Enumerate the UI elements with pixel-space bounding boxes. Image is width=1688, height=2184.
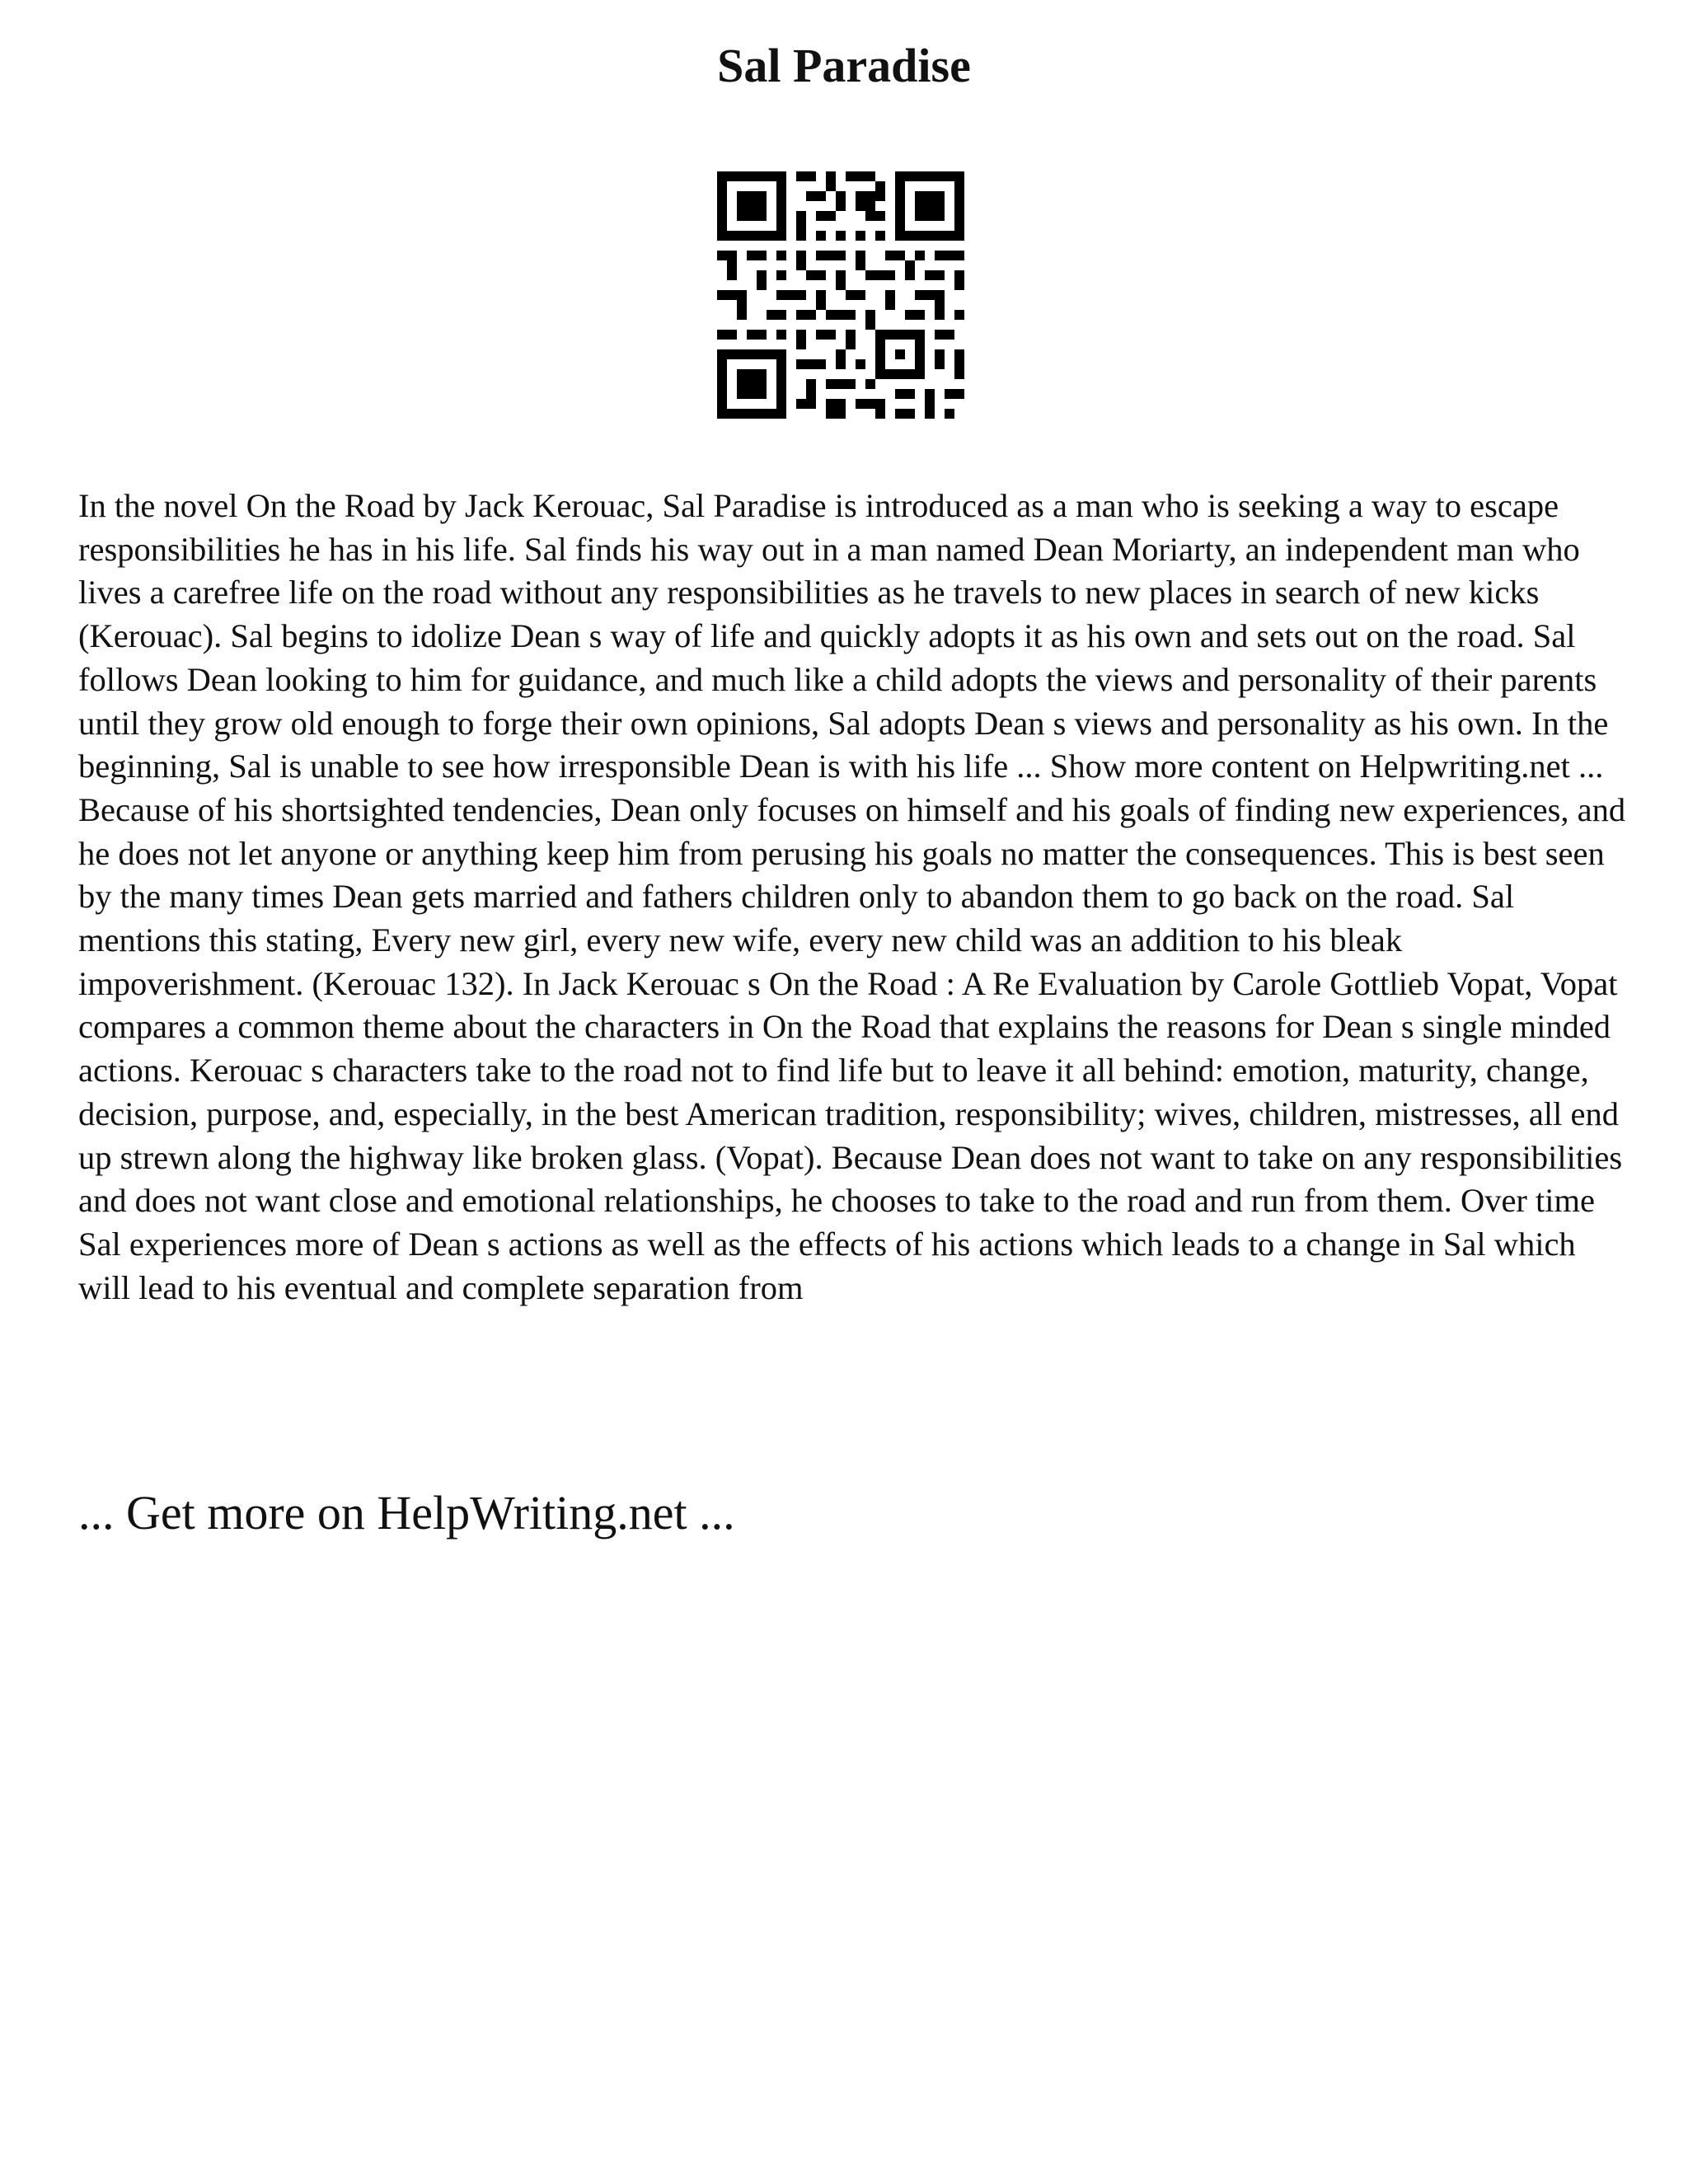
qr-code-icon[interactable] [717, 171, 964, 419]
get-more-link[interactable]: ... Get more on HelpWriting.net ... [78, 1486, 735, 1540]
article-body [78, 485, 1628, 1310]
paragraph: In the novel On the Road by Jack Kerouac, Sal Paradise is introduced as a man who is seeking a way to escape responsibilities he has in his life. Sal finds his way out in a man named Dean Moriarty, an independent man who lives a carefree life on the road without any responsibilities as he travels to new places in search of new kicks (Kerouac). Sal begins to idolize Dean s way of life and quickly adopts it as his own and sets out on the road. Sal follows Dean looking to him for guidance, and much like a child adopts the views and personality of their parents until they grow old enough to forge their own opinions, Sal adopts Dean s views and personality as his own. In the beginning, Sal is unable to see how irresponsible Dean is with his life ... Show more content on Helpwriting.net ... [78, 487, 1609, 785]
page-title: Sal Paradise [717, 39, 971, 92]
paragraph: Because of his shortsighted tendencies, Dean only focuses on himself and his goals of finding new experiences, and he does not let anyone or anything keep him from perusing his goals no matter the consequences. This is best seen by the many times Dean gets married and fathers children only to abandon them to go back on the road. Sal mentions this stating, Every new girl, every new wife, every new child was an addition to his bleak impoverishment. (Kerouac 132). In Jack Kerouac s On the Road : A Re Evaluation by Carole Gottlieb Vopat, Vopat compares a common theme about the characters in On the Road that explains the reasons for Dean s single minded actions. Kerouac s characters take to the road not to find life but to leave it all behind: emotion, maturity, change, decision, purpose, and, especially, in the best American tradition, responsibility; wives, children, mistresses, all end up strewn along the highway like broken glass. (Vopat). Because Dean does not want to take on any responsibilities and does not want close and emotional relationships, he chooses to take to the road and run from them. Over time Sal experiences more of Dean s actions as well as the effects of his actions which leads to a change in Sal which will lead to his eventual and complete separation from [78, 790, 1626, 1306]
